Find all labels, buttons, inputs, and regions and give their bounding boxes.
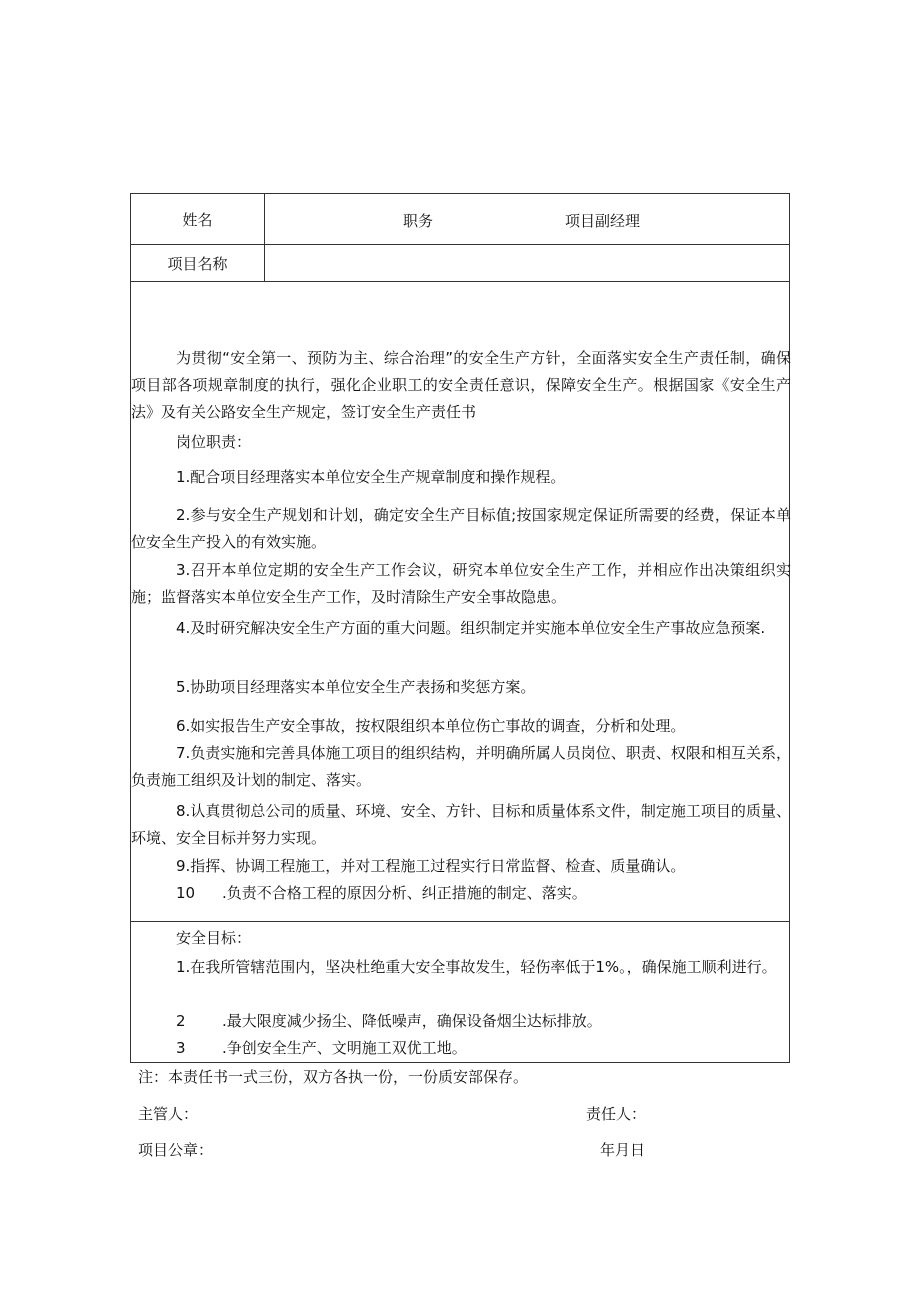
- footer-note: 注：本责任书一式三份，双方各执一份，一份质安部保存。: [138, 1068, 529, 1086]
- date-label: 年月日: [600, 1141, 646, 1159]
- duties-heading: 岗位职责：: [176, 433, 252, 451]
- duty-item-5: 5.协助项目经理落实本单位安全生产表扬和奖惩方案。: [176, 678, 536, 696]
- position-value: 项目副经理: [565, 212, 641, 230]
- position-label: 职务: [403, 212, 434, 230]
- project-name-label: 项目名称: [131, 245, 265, 281]
- responsibility-form-table: [130, 193, 790, 1063]
- duty-item-7: 7.负责实施和完善具体施工项目的组织结构，并明确所属人员岗位、职责、权限和相互关系，负责施工组织及计划的制定、落实。: [131, 744, 791, 789]
- targets-heading: 安全目标：: [176, 929, 252, 947]
- duty-item-10-number: 10: [176, 884, 196, 902]
- target-item-2-number: 2: [176, 1012, 186, 1030]
- duty-item-10-text: .负责不合格工程的原因分析、纠正措施的制定、落实。: [222, 884, 587, 902]
- supervisor-label: 主管人：: [138, 1105, 199, 1123]
- duty-item-6: 6.如实报告生产安全事故，按权限组织本单位伤亡事故的调查，分析和处理。: [176, 717, 686, 735]
- target-item-3-number: 3: [176, 1039, 186, 1057]
- project-name-row: [131, 245, 789, 282]
- duties-cell: [131, 282, 789, 922]
- duty-item-3: 3.召开本单位定期的安全生产工作会议，研究本单位安全生产工作，并相应作出决策组织实施；监督落实本单位安全生产工作，及时清除生产安全事故隐患。: [131, 561, 791, 606]
- project-seal-label: 项目公章：: [138, 1141, 214, 1159]
- intro-paragraph: 为贯彻“安全第一、预防为主、综合治理”的安全生产方针，全面落实安全生产责任制，确保项目部各项规章制度的执行，强化企业职工的安全责任意识，保障安全生产。根据国家《安全生产法》及有关公路安全生产规定，签订安全生产责任书: [131, 349, 791, 421]
- responsible-label: 责任人：: [586, 1105, 647, 1123]
- name-position-row: [131, 194, 789, 245]
- targets-cell: [131, 922, 789, 1062]
- duty-item-9: 9.指挥、协调工程施工，并对工程施工过程实行日常监督、检查、质量确认。: [176, 857, 686, 875]
- duty-item-1: 1.配合项目经理落实本单位安全生产规章制度和操作规程。: [176, 468, 566, 486]
- target-item-3: [176, 1037, 467, 1058]
- name-position-cell: [265, 194, 789, 244]
- duty-item-2: 2.参与安全生产规划和计划，确定安全生产目标值;按国家规定保证所需要的经费，保证本单位安全生产投入的有效实施。: [131, 506, 791, 551]
- target-item-2-text: .最大限度减少扬尘、降低噪声，确保设备烟尘达标排放。: [222, 1012, 602, 1030]
- duty-item-10: [176, 882, 587, 903]
- project-name-value: [265, 245, 789, 281]
- target-item-1: 1.在我所管辖范围内，坚决杜绝重大安全事故发生，轻伤率低于1%。，确保施工顺利进行。: [176, 958, 777, 976]
- duty-item-8: 8.认真贯彻总公司的质量、环境、安全、方针、目标和质量体系文件，制定施工项目的质量、环境、安全目标并努力实现。: [131, 802, 791, 847]
- name-label: 姓名: [131, 194, 265, 244]
- target-item-2: [176, 1010, 602, 1031]
- duty-item-4: 4.及时研究解决安全生产方面的重大问题。组织制定并实施本单位安全生产事故应急预案.: [176, 619, 766, 637]
- target-item-3-text: .争创安全生产、文明施工双优工地。: [222, 1039, 467, 1057]
